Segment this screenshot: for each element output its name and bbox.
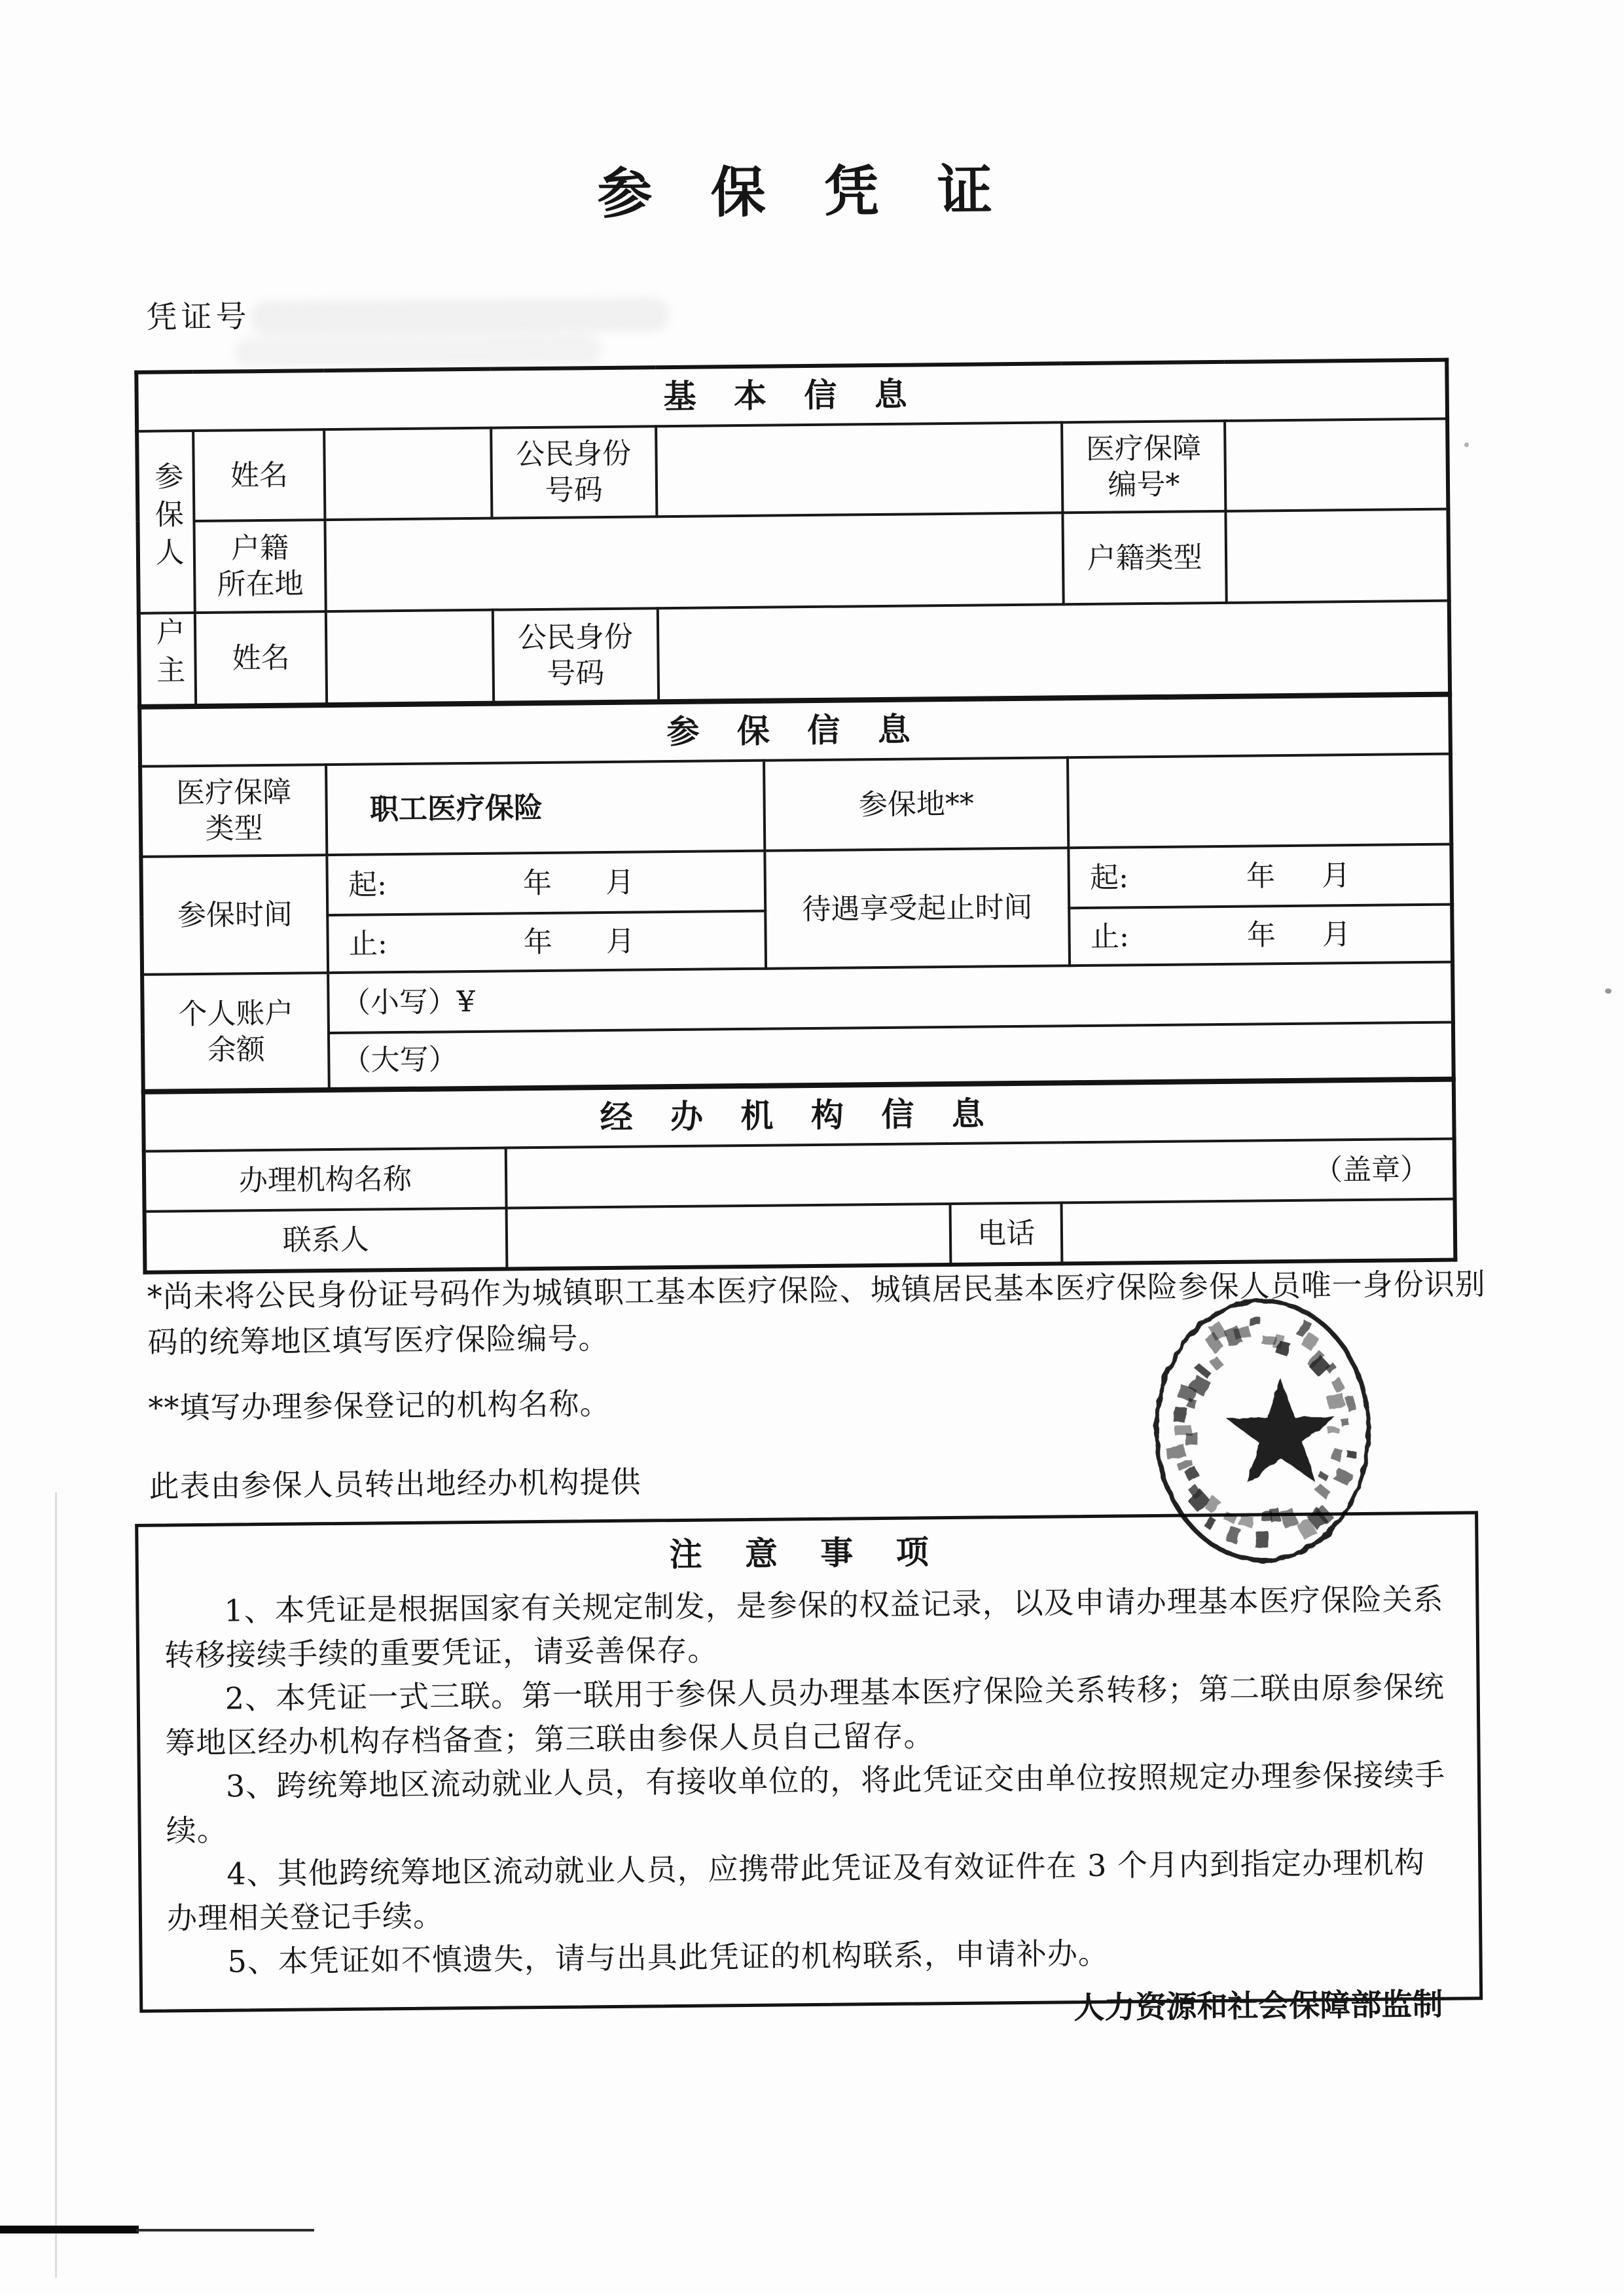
agency-info-table	[141, 1078, 1458, 1274]
amount-in-figures-cell: （小写）¥	[328, 962, 1453, 1033]
notice-item-5: 5、本凭证如不慎遗失，请与出具此凭证的机构联系，申请补办。	[227, 1935, 1110, 1979]
enrollment-info-header: 参 保 信 息	[139, 695, 1451, 767]
benefit-to-cell	[1070, 905, 1453, 966]
certificate-no-label: 凭证号	[146, 298, 251, 336]
from-label: 起:	[1089, 860, 1129, 895]
scan-speck-artifact	[1605, 988, 1612, 994]
seal-here-label: （盖章）	[1313, 1152, 1430, 1187]
contact-label: 联系人	[145, 1208, 507, 1273]
insured-person-label: 参保人	[149, 460, 184, 575]
enrollment-place-label: 参保地**	[764, 757, 1069, 850]
month-label: 月	[605, 924, 636, 958]
household-type-label: 户籍类型	[1063, 511, 1227, 604]
month-label: 月	[1321, 858, 1351, 893]
medical-security-type-value: 职工医疗保险	[326, 761, 765, 855]
page-title: 参 保 凭 证	[596, 157, 1013, 226]
year-label: 年	[522, 866, 552, 900]
householder-name-label: 姓名	[195, 611, 327, 706]
medical-security-type-label: 医疗保障 类型	[140, 765, 327, 857]
enrollment-time-label: 参保时间	[141, 855, 328, 975]
year-label: 年	[1246, 859, 1276, 894]
agency-info-header: 经 办 机 构 信 息	[143, 1080, 1454, 1151]
basic-info-header: 基 本 信 息	[136, 360, 1447, 431]
household-type-value-cell	[1225, 509, 1449, 603]
year-label: 年	[1246, 918, 1276, 952]
householder-name-value-cell	[326, 610, 494, 704]
notice-item-2: 2、本凭证一式三联。第一联用于参保人员办理基本医疗保险关系转移；第二联由原参保统筹地区经办机构存档备查；第三联由参保人员自己留存。	[165, 1669, 1445, 1761]
phone-label: 电话	[950, 1202, 1062, 1265]
householder-label: 户主	[151, 617, 185, 693]
month-label: 月	[605, 865, 635, 899]
medical-security-no-value-cell	[1225, 419, 1449, 511]
to-label: 止:	[1090, 919, 1130, 954]
agency-name-label: 办理机构名称	[144, 1148, 506, 1212]
citizen-id-label: 公民身份 号码	[491, 426, 657, 518]
amount-in-words-cell: （大写）	[329, 1022, 1453, 1089]
footnote-medical-no: *尚未将公民身份证号码作为城镇职工基本医疗保险、城镇居民基本医疗保险参保人员唯一身份识别码的统筹地区填写医疗保险编号。	[147, 1266, 1486, 1360]
householder-label-cell	[139, 613, 196, 706]
insured-person-label-cell	[137, 431, 195, 613]
phone-value-cell	[1062, 1199, 1455, 1264]
benefit-from-cell	[1069, 844, 1452, 909]
basic-info-table	[134, 358, 1452, 708]
contact-value-cell	[506, 1204, 951, 1269]
notice-box	[135, 1511, 1483, 2027]
footnote-provider: 此表由参保人员转出地经办机构提供	[149, 1464, 641, 1504]
year-label: 年	[523, 925, 553, 959]
benefit-period-label: 待遇享受起止时间	[765, 848, 1070, 968]
enrollment-place-value-cell	[1068, 754, 1451, 848]
enrollment-info-table	[137, 693, 1456, 1093]
personal-account-balance-label: 个人账户 余额	[142, 973, 329, 1091]
citizen-id-value-cell	[656, 422, 1063, 516]
footnote-enrollment-place: **填写办理参保登记的机构名称。	[148, 1385, 611, 1426]
notice-header: 注 意 事 项	[669, 1532, 945, 1574]
householder-citizen-id-value-cell	[658, 601, 1451, 702]
issuer-label: 人力资源和社会保障部监制	[1074, 1986, 1443, 2027]
scan-streak-artifact	[136, 2229, 314, 2232]
name-label: 姓名	[193, 429, 325, 521]
enrollment-time-from-cell	[327, 851, 766, 915]
notice-item-1: 1、本凭证是根据国家有关规定制发，是参保的权益记录，以及申请办理基本医疗保险关系转移接续手续的重要凭证，请妥善保存。	[164, 1581, 1444, 1673]
enrollment-time-to-cell	[328, 911, 766, 973]
scan-smudge	[235, 334, 602, 367]
from-label: 起:	[348, 867, 388, 902]
scan-smudge	[250, 297, 669, 335]
medical-security-no-label: 医疗保障 编号*	[1062, 421, 1225, 513]
notice-item-4: 4、其他跨统筹地区流动就业人员，应携带此凭证及有效证件在 3 个月内到指定办理机构办理相关登记手续。	[166, 1845, 1426, 1936]
household-location-label: 户籍 所在地	[194, 520, 327, 613]
agency-name-value-cell	[505, 1139, 1454, 1208]
month-label: 月	[1322, 917, 1352, 952]
scan-speck-artifact	[1464, 443, 1469, 447]
household-location-value-cell	[325, 513, 1064, 611]
householder-citizen-id-label: 公民身份 号码	[492, 608, 659, 702]
certificate-form-table	[134, 358, 1457, 1274]
scan-edge-artifact	[55, 1492, 57, 2278]
notice-item-3: 3、跨统筹地区流动就业人员，有接收单位的，将此凭证交由单位按照规定办理参保接续手续。	[166, 1756, 1446, 1849]
scan-streak-artifact	[0, 2226, 139, 2233]
to-label: 止:	[348, 926, 388, 961]
name-value-cell	[324, 428, 492, 520]
